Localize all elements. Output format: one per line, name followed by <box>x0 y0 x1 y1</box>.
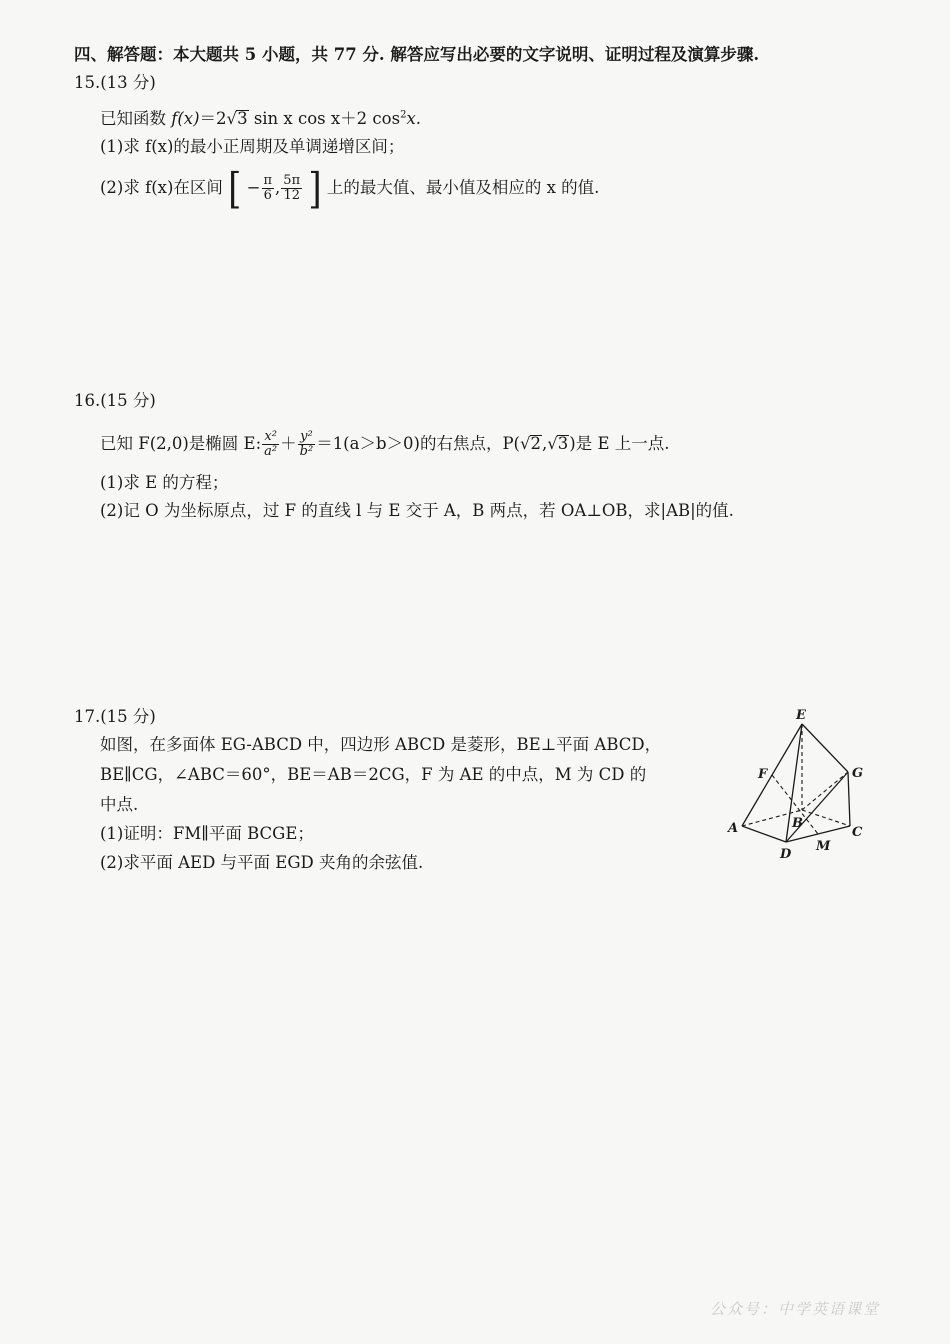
label-C: C <box>852 825 863 840</box>
label-E: E <box>796 708 806 723</box>
q15-stem-eq2: sin x cos x＋2 cos <box>253 109 401 128</box>
q16-part2: (2)记 O 为坐标原点，过 F 的直线 l 与 E 交于 A，B 两点，若 OA⊥OB，求|AB|的值. <box>100 501 734 520</box>
q15-part1: (1)求 f(x)的最小正周期及单调递增区间； <box>100 137 405 156</box>
label-D: D <box>780 847 792 862</box>
q15-score: (13 分) <box>100 73 156 92</box>
q15-part2-prefix: (2)求 f(x)在区间 <box>100 178 223 197</box>
q17-number: 17. <box>74 707 101 726</box>
q16-stem-c: )是 E 上一点. <box>569 434 670 453</box>
edge-GC <box>848 772 850 826</box>
q17-heading <box>74 706 156 728</box>
q16-part1: (1)求 E 的方程； <box>100 473 229 492</box>
edge-AD <box>742 826 786 842</box>
q15-stem-radicand: 3 <box>237 109 248 128</box>
q17-line1: 如图，在多面体 EG-ABCD 中，四边形 ABCD 是菱形，BE⊥平面 ABCD， <box>100 735 662 754</box>
q15-stem-prefix: 已知函数 <box>100 109 172 128</box>
label-F: F <box>758 767 768 782</box>
q17-part1: (1)证明：FM∥平面 BCGE； <box>100 824 314 843</box>
q16-number: 16. <box>74 391 101 410</box>
q16-stem-a: 已知 F(2,0)是椭圆 E: <box>100 434 262 453</box>
q15-upper-fraction: $\frac{5\pi}{12}$ <box>283 173 301 203</box>
q15-heading <box>74 72 156 94</box>
q15-stem-fx: f(x) <box>171 109 200 128</box>
edge-BG <box>802 772 848 810</box>
label-M: M <box>816 839 831 854</box>
q16-heading <box>74 390 156 412</box>
edge-EG <box>802 724 848 772</box>
q15-number: 15. <box>74 73 101 92</box>
label-G: G <box>852 766 864 781</box>
q16-x-fraction: $\frac{\text{x²}}{\text{a²}}$ <box>264 429 278 459</box>
q15-part2: (2)求 f(x)在区间 [ − $\frac{\pi}{6}$ , $\frac{5\pi}{12}$ ] 上的最大值、最小值及相应的 x 的值. <box>100 163 600 214</box>
q15-stem-end: x. <box>406 109 421 128</box>
label-B: B <box>792 816 803 831</box>
q16-radicand-1: 2 <box>530 434 542 453</box>
edge-GD <box>786 772 848 842</box>
q16-y-fraction: $\frac{\text{y²}}{\text{b²}}$ <box>299 429 314 459</box>
q16-score: (15 分) <box>100 391 156 410</box>
q15-stem-sup: 2 <box>400 109 407 121</box>
q16-stem: 已知 F(2,0)是椭圆 E: $\frac{\text{x²}}{\text{a²}}$ ＋ $\frac{\text{y²}}{\text{b²}}$ ＝1(a＞b＞0)的右焦点，P(√2,√3)是 E 上一点. <box>100 429 670 459</box>
q17-part2: (2)求平面 AED 与平面 EGD 夹角的余弦值. <box>100 853 424 872</box>
section-header: 四、解答题：本大题共 5 小题，共 77 分. 解答应写出必要的文字说明、证明过程及演算步骤. <box>74 45 760 64</box>
watermark: 公众号：中学英语课堂 <box>710 1300 881 1318</box>
q17-line3: 中点. <box>100 795 139 814</box>
q15-part2-suffix: 上的最大值、最小值及相应的 x 的值. <box>326 178 600 197</box>
q16-radicand-2: 3 <box>557 434 569 453</box>
polyhedron-figure <box>722 700 872 865</box>
edge-BC <box>802 810 850 826</box>
q17-line2: BE∥CG，∠ABC＝60°，BE＝AB＝2CG，F 为 AE 的中点，M 为 CD 的 <box>100 765 647 784</box>
q15-stem: 已知函数 f(x)＝2√3 sin x cos x＋2 $\cos^2x$. <box>100 109 421 128</box>
q17-score: (15 分) <box>100 707 156 726</box>
label-A: A <box>728 821 739 836</box>
q15-stem-eq1: ＝2 <box>199 109 227 128</box>
q16-stem-b: ＝1(a＞b＞0)的右焦点，P( <box>316 434 520 453</box>
q15-lower-fraction: $\frac{\pi}{6}$ <box>263 173 273 203</box>
